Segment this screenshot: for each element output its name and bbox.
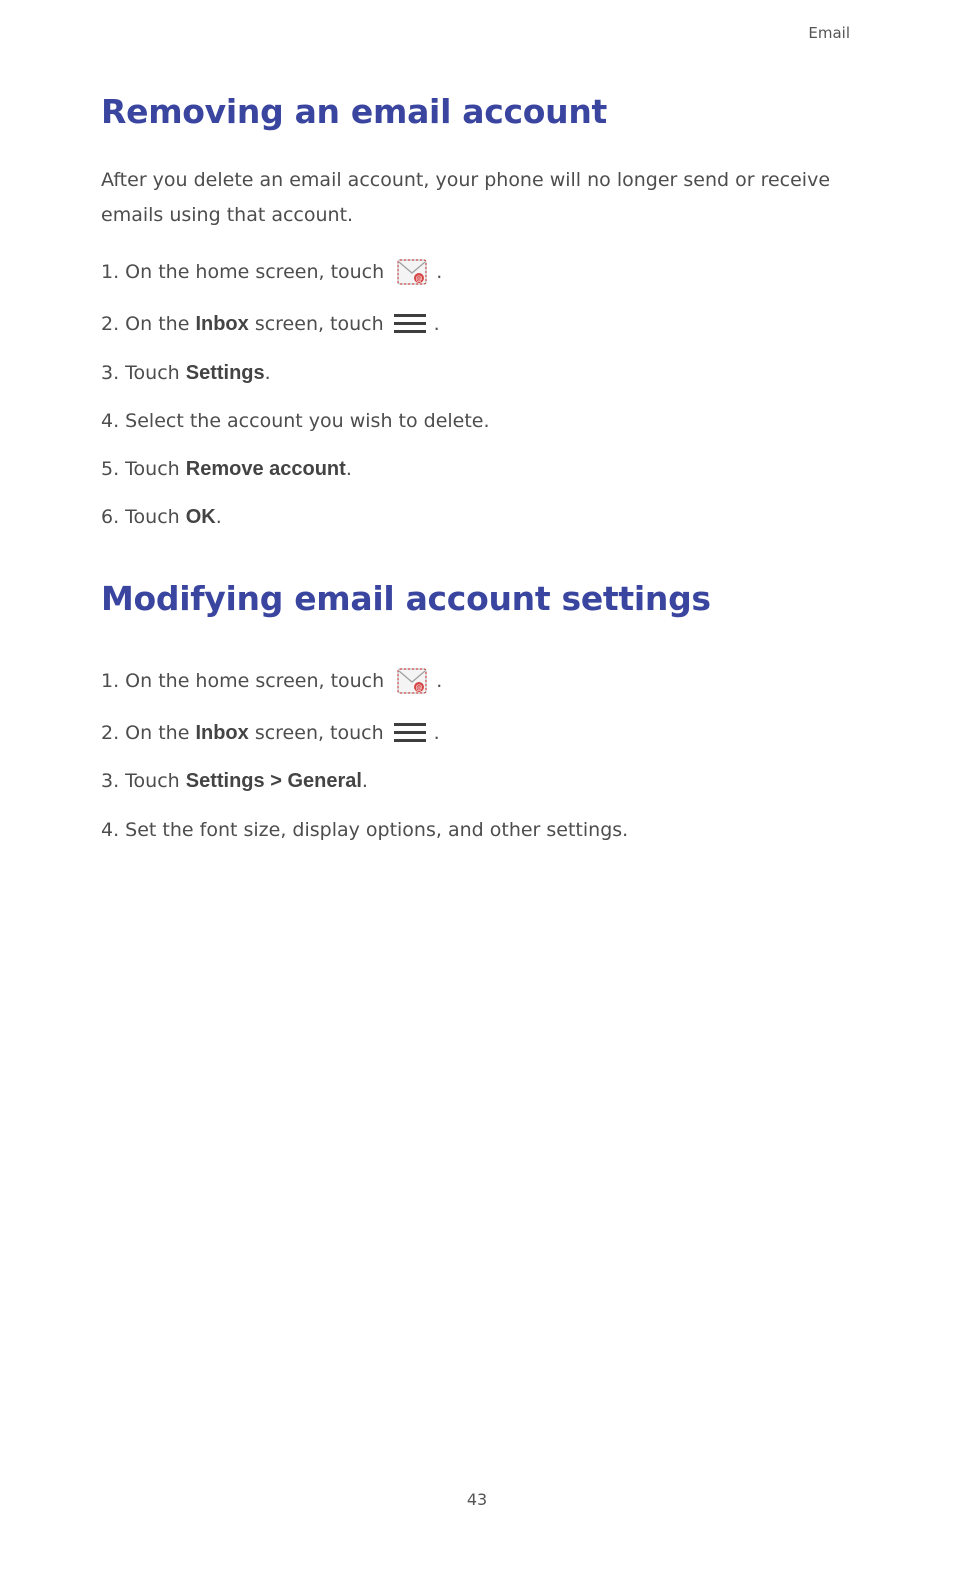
step-text: 2. On the	[101, 722, 196, 744]
step-4-set-options	[101, 816, 628, 844]
step-6-ok	[101, 503, 222, 531]
step-text: .	[215, 506, 222, 528]
step-text: 5. Touch	[101, 458, 186, 480]
email-app-icon	[396, 255, 430, 289]
step-text: 1. On the home screen, touch	[101, 261, 385, 283]
step-1-open-email	[101, 255, 442, 289]
step-text: .	[361, 770, 368, 792]
step-text: screen, touch	[248, 313, 384, 335]
step-5-remove-account	[101, 455, 352, 483]
step-emphasis: Settings	[185, 362, 265, 384]
menu-icon	[394, 720, 428, 746]
step-emphasis: Remove account	[185, 458, 346, 480]
step-text: .	[433, 722, 440, 744]
step-emphasis: Settings > General	[185, 770, 362, 792]
step-text: 1. On the home screen, touch	[101, 670, 385, 692]
step-text: 4. Select the account you wish to delete.	[101, 410, 490, 432]
step-3-settings-general	[101, 767, 368, 795]
step-text: 3. Touch	[101, 770, 186, 792]
running-header: Email	[808, 24, 850, 42]
step-text: .	[436, 670, 443, 692]
svg-text:@: @	[415, 684, 423, 692]
section-intro: After you delete an email account, your phone will no longer send or receive emails using that account.	[101, 169, 831, 226]
step-4-select-account	[101, 407, 490, 435]
step-text: .	[436, 261, 443, 283]
step-text: 6. Touch	[101, 506, 186, 528]
step-text: .	[264, 362, 271, 384]
step-1-open-email	[101, 664, 442, 698]
menu-icon	[394, 311, 428, 337]
step-emphasis: Inbox	[195, 313, 249, 335]
step-text: screen, touch	[248, 722, 384, 744]
section-title-removing: Removing an email account	[101, 92, 607, 131]
step-text: 3. Touch	[101, 362, 186, 384]
email-app-icon	[396, 664, 430, 698]
step-2-inbox-menu	[101, 719, 440, 747]
step-text: 2. On the	[101, 313, 196, 335]
step-2-inbox-menu	[101, 310, 440, 338]
step-text: 4. Set the font size, display options, and other settings.	[101, 819, 629, 841]
svg-text:@: @	[415, 275, 423, 283]
step-emphasis: OK	[185, 506, 216, 528]
section-title-modifying: Modifying email account settings	[101, 579, 711, 618]
step-text: .	[433, 313, 440, 335]
page-number: 43	[466, 1490, 488, 1509]
step-emphasis: Inbox	[195, 722, 249, 744]
step-3-settings	[101, 359, 271, 387]
step-text: .	[345, 458, 352, 480]
